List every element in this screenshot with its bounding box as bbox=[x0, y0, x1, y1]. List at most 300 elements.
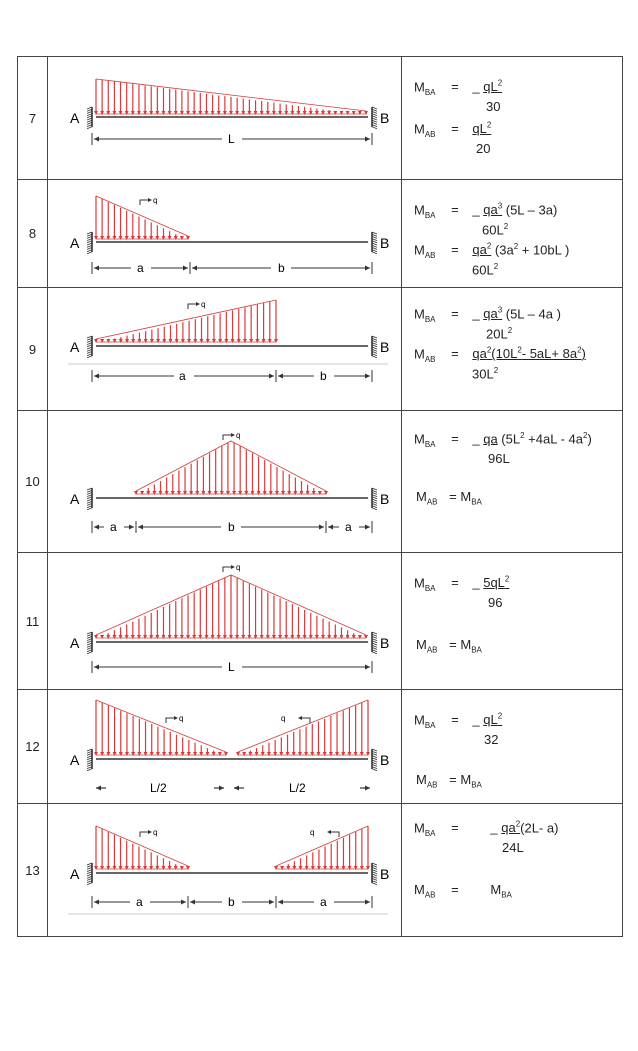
mba-numerator: $qa^2$ bbox=[501, 820, 521, 836]
fixed-support-right bbox=[372, 107, 377, 129]
fixed-support-right bbox=[372, 336, 377, 358]
dimension-arrowhead bbox=[94, 266, 99, 271]
dimension-label: L bbox=[228, 132, 235, 146]
load-arrowhead bbox=[113, 752, 117, 756]
load-arrowhead bbox=[364, 111, 368, 115]
q-arrowhead bbox=[231, 433, 235, 437]
dimension-line bbox=[92, 370, 372, 382]
load-arrowhead bbox=[198, 635, 202, 639]
load-arrowhead bbox=[180, 866, 184, 870]
load-arrowhead bbox=[309, 111, 313, 115]
mba-numerator: $qL^2$ bbox=[483, 712, 503, 728]
load-arrowhead bbox=[329, 752, 333, 756]
mab-numerator: $qa^2$ bbox=[472, 242, 492, 258]
dimension-arrowhead bbox=[269, 374, 274, 379]
q-arrowhead bbox=[298, 716, 302, 720]
support-hatch bbox=[87, 252, 92, 254]
row-number: 7 bbox=[18, 57, 48, 180]
load-intensity-marker bbox=[140, 198, 152, 205]
load-arrowhead bbox=[94, 111, 98, 115]
load-arrowhead bbox=[193, 752, 197, 756]
q-arrowhead bbox=[148, 830, 152, 834]
load-arrowhead bbox=[217, 111, 221, 115]
load-arrowhead bbox=[137, 111, 141, 115]
mba-denominator: $20L^2$ bbox=[486, 326, 513, 342]
load-arrowhead bbox=[278, 635, 282, 639]
load-arrowhead bbox=[321, 635, 325, 639]
load-arrowhead bbox=[223, 635, 227, 639]
dimension-label: a bbox=[137, 261, 144, 275]
dimension-arrowhead bbox=[365, 137, 370, 142]
load-arrowhead bbox=[354, 866, 358, 870]
mba-numerator: $5qL^2$ bbox=[483, 575, 510, 591]
fixed-support-right bbox=[372, 632, 377, 654]
row-number: 11 bbox=[18, 553, 48, 690]
load-intensity-marker bbox=[140, 830, 152, 837]
dimension-arrowhead bbox=[269, 900, 274, 905]
beam-figure bbox=[48, 690, 401, 803]
load-arrowhead bbox=[155, 866, 159, 870]
load-arrowhead bbox=[199, 752, 203, 756]
distributed-load bbox=[94, 575, 368, 639]
q-arrowhead bbox=[148, 198, 152, 202]
load-arrowhead bbox=[335, 866, 339, 870]
load-arrowhead bbox=[106, 111, 110, 115]
dimension-arrowhead bbox=[365, 374, 370, 379]
fixed-support-left bbox=[87, 632, 92, 654]
mab-line: $M_{AB} = qL^2$ bbox=[414, 121, 492, 139]
load-intensity-label: q bbox=[236, 431, 241, 440]
mba-denominator: 96 bbox=[488, 595, 503, 610]
dimension-arrowhead bbox=[278, 374, 283, 379]
dimension-line bbox=[92, 262, 372, 274]
support-label-b: B bbox=[380, 866, 390, 882]
load-arrowhead bbox=[180, 635, 184, 639]
mba-line: $M_{BA}$ = _ $qa^3$ (5L – 4a ) bbox=[414, 306, 561, 324]
load-arrowhead bbox=[272, 635, 276, 639]
mba-line: $M_{BA}$ = _ $5qL^2$ bbox=[414, 575, 510, 593]
beam-diagram bbox=[48, 411, 402, 553]
support-hatch bbox=[372, 127, 377, 129]
load-arrowhead bbox=[186, 866, 190, 870]
load-arrowhead bbox=[242, 752, 246, 756]
load-arrowhead bbox=[266, 111, 270, 115]
load-envelope bbox=[96, 300, 276, 339]
row-number: 8 bbox=[18, 180, 48, 288]
load-arrowhead bbox=[304, 752, 308, 756]
load-arrowhead bbox=[106, 866, 110, 870]
load-arrowhead bbox=[323, 752, 327, 756]
dimension-label: L/2 bbox=[150, 781, 167, 795]
fixed-support-right bbox=[372, 232, 377, 254]
load-arrowhead bbox=[168, 111, 172, 115]
load-arrowhead bbox=[149, 111, 153, 115]
load-arrowhead bbox=[292, 866, 296, 870]
load-arrowhead bbox=[310, 752, 314, 756]
load-arrowhead bbox=[162, 752, 166, 756]
load-arrowhead bbox=[286, 752, 290, 756]
dimension-label: b bbox=[320, 369, 327, 383]
fixed-support-left bbox=[87, 488, 92, 510]
beam-diagram bbox=[48, 690, 402, 804]
load-arrowhead bbox=[339, 111, 343, 115]
load-arrowhead bbox=[218, 752, 222, 756]
load-intensity-label: q bbox=[201, 300, 206, 309]
beam-figure bbox=[48, 553, 401, 689]
load-arrowhead bbox=[278, 111, 282, 115]
moment-formulas bbox=[402, 804, 623, 937]
load-arrowhead bbox=[125, 635, 129, 639]
load-arrowhead bbox=[224, 752, 228, 756]
load-arrowhead bbox=[352, 111, 356, 115]
load-arrowhead bbox=[112, 635, 116, 639]
dimension-arrowhead bbox=[278, 900, 283, 905]
load-arrowhead bbox=[298, 752, 302, 756]
load-arrowhead bbox=[125, 752, 129, 756]
load-arrowhead bbox=[149, 866, 153, 870]
support-label-b: B bbox=[380, 339, 390, 355]
mab-line: $M_{AB} = qa^2(10L^2-$ $5aL+ 8a^2$) bbox=[414, 346, 586, 364]
mba-denominator: 32 bbox=[484, 732, 499, 747]
beam-diagram bbox=[48, 553, 402, 690]
load-envelope bbox=[96, 196, 188, 236]
load-arrowhead bbox=[235, 111, 239, 115]
load-arrowhead bbox=[186, 635, 190, 639]
support-hatch bbox=[372, 769, 377, 771]
load-arrowhead bbox=[112, 111, 116, 115]
load-arrowhead bbox=[161, 866, 165, 870]
load-arrowhead bbox=[229, 111, 233, 115]
load-intensity-marker bbox=[298, 716, 310, 723]
mab-line: $M_{AB} = M_{BA}$ bbox=[416, 637, 482, 655]
support-hatch bbox=[372, 508, 377, 510]
mba-line: $M_{BA}$ = _ qa $(5L^2 +4aL - 4a^2)$ bbox=[414, 431, 592, 449]
load-arrowhead bbox=[236, 752, 240, 756]
load-arrowhead bbox=[348, 866, 352, 870]
load-arrowhead bbox=[254, 635, 258, 639]
load-arrowhead bbox=[143, 635, 147, 639]
load-arrowhead bbox=[260, 111, 264, 115]
load-arrowhead bbox=[341, 752, 345, 756]
load-arrowhead bbox=[358, 111, 362, 115]
support-hatch bbox=[372, 252, 377, 254]
support-label-b: B bbox=[380, 752, 390, 768]
load-arrowhead bbox=[358, 635, 362, 639]
load-arrowhead bbox=[100, 866, 104, 870]
load-arrowhead bbox=[168, 752, 172, 756]
load-arrowhead bbox=[150, 752, 154, 756]
support-label-a: A bbox=[70, 491, 80, 507]
load-arrowhead bbox=[297, 635, 301, 639]
load-arrowhead bbox=[94, 866, 98, 870]
fixed-support-left bbox=[87, 336, 92, 358]
dimension-arrowhead bbox=[328, 525, 333, 530]
dimension-label: a bbox=[179, 369, 186, 383]
load-intensity-marker bbox=[223, 433, 235, 440]
dimension-arrowhead bbox=[94, 374, 99, 379]
mba-numerator: qa bbox=[483, 431, 498, 447]
row-number: 10 bbox=[18, 411, 48, 553]
load-intensity-label: q bbox=[179, 714, 184, 723]
load-arrowhead bbox=[329, 866, 333, 870]
dimension-arrowhead bbox=[94, 525, 99, 530]
load-arrowhead bbox=[274, 866, 278, 870]
dimension-label: L bbox=[228, 660, 235, 674]
distributed-load bbox=[94, 300, 278, 343]
load-arrowhead bbox=[149, 635, 153, 639]
load-arrowhead bbox=[119, 866, 123, 870]
dimension-arrowhead bbox=[219, 786, 224, 791]
fixed-support-right bbox=[372, 863, 377, 885]
load-arrowhead bbox=[347, 752, 351, 756]
load-envelope bbox=[276, 826, 368, 866]
load-arrowhead bbox=[354, 752, 358, 756]
load-envelope bbox=[136, 441, 326, 491]
load-envelope bbox=[96, 700, 226, 752]
support-label-a: A bbox=[70, 866, 80, 882]
load-arrowhead bbox=[339, 635, 343, 639]
load-arrowhead bbox=[317, 866, 321, 870]
load-arrowhead bbox=[327, 111, 331, 115]
support-label-b: B bbox=[380, 110, 390, 126]
support-hatch bbox=[372, 883, 377, 885]
load-arrowhead bbox=[205, 752, 209, 756]
load-arrowhead bbox=[290, 111, 294, 115]
load-arrowhead bbox=[364, 635, 368, 639]
support-hatch bbox=[372, 652, 377, 654]
load-arrowhead bbox=[106, 752, 110, 756]
load-arrowhead bbox=[299, 866, 303, 870]
load-arrowhead bbox=[131, 752, 135, 756]
load-intensity-label: q bbox=[236, 563, 241, 572]
table-row bbox=[18, 180, 623, 288]
mba-denominator: 30 bbox=[486, 99, 501, 114]
load-arrowhead bbox=[131, 866, 135, 870]
table-row bbox=[18, 553, 623, 690]
support-hatch bbox=[87, 883, 92, 885]
q-arrowhead bbox=[327, 830, 331, 834]
support-hatch bbox=[87, 356, 92, 358]
support-label-a: A bbox=[70, 635, 80, 651]
dimension-arrows bbox=[96, 786, 370, 791]
load-arrowhead bbox=[272, 111, 276, 115]
load-intensity-marker bbox=[188, 302, 200, 309]
support-label-b: B bbox=[380, 635, 390, 651]
mab-line: $M_{AB} = M_{BA}$ bbox=[416, 772, 482, 790]
mba-denominator: 24L bbox=[502, 840, 524, 855]
distributed-load bbox=[94, 79, 368, 115]
load-arrowhead bbox=[266, 635, 270, 639]
fixed-support-left bbox=[87, 863, 92, 885]
load-arrowhead bbox=[323, 866, 327, 870]
mab-line: $M_{AB} = qa^2$ ($3a^2 + 10bL$ ) bbox=[414, 242, 570, 260]
load-arrowhead bbox=[346, 635, 350, 639]
dimension-arrowhead bbox=[94, 137, 99, 142]
mab-numerator: $qa^2(10L^2-$ $5aL+ 8a^2$) bbox=[472, 346, 586, 362]
dimension-arrowhead bbox=[365, 786, 370, 791]
load-arrowhead bbox=[162, 635, 166, 639]
beam-figure bbox=[48, 288, 401, 410]
support-label-a: A bbox=[70, 110, 80, 126]
moment-formulas bbox=[402, 411, 623, 553]
load-arrowhead bbox=[156, 752, 160, 756]
dimension-arrowhead bbox=[181, 900, 186, 905]
load-arrowhead bbox=[174, 866, 178, 870]
dimension-arrowhead bbox=[192, 266, 197, 271]
load-arrowhead bbox=[248, 752, 252, 756]
load-arrowhead bbox=[204, 635, 208, 639]
load-arrowhead bbox=[100, 111, 104, 115]
mab-numerator: $qL^2$ bbox=[472, 121, 492, 137]
row-number: 13 bbox=[18, 804, 48, 937]
mab-denominator: $30L^2$ bbox=[472, 366, 499, 382]
table-row bbox=[18, 288, 623, 411]
mba-denominator: 96L bbox=[488, 451, 510, 466]
support-hatch bbox=[87, 508, 92, 510]
distributed-load bbox=[134, 441, 328, 495]
load-arrowhead bbox=[192, 635, 196, 639]
load-arrowhead bbox=[267, 752, 271, 756]
load-arrowhead bbox=[112, 866, 116, 870]
fixed-support-right bbox=[372, 749, 377, 771]
load-arrowhead bbox=[174, 752, 178, 756]
distributed-load bbox=[274, 826, 370, 870]
mba-line: $M_{BA}$ = _ $qa^2(2L-$ a) bbox=[414, 820, 559, 838]
fixed-end-moment-table bbox=[17, 56, 623, 937]
load-intensity-label: q bbox=[310, 828, 315, 837]
support-hatch bbox=[87, 127, 92, 129]
moment-formulas bbox=[402, 553, 623, 690]
dimension-arrowhead bbox=[94, 665, 99, 670]
support-hatch bbox=[372, 356, 377, 358]
load-arrowhead bbox=[119, 635, 123, 639]
load-arrowhead bbox=[303, 111, 307, 115]
load-arrowhead bbox=[168, 866, 172, 870]
fixed-support-left bbox=[87, 107, 92, 129]
load-arrowhead bbox=[168, 635, 172, 639]
load-intensity-marker bbox=[166, 716, 178, 723]
load-arrowhead bbox=[125, 866, 129, 870]
load-arrowhead bbox=[305, 866, 309, 870]
load-arrowhead bbox=[137, 866, 141, 870]
load-arrowhead bbox=[255, 752, 259, 756]
mab-denominator: $60L^2$ bbox=[472, 262, 499, 278]
support-label-a: A bbox=[70, 235, 80, 251]
beam-diagram bbox=[48, 180, 402, 288]
load-arrowhead bbox=[315, 111, 319, 115]
load-envelope bbox=[238, 700, 368, 752]
dimension-label: b bbox=[228, 895, 235, 909]
load-arrowhead bbox=[290, 635, 294, 639]
load-arrowhead bbox=[192, 111, 196, 115]
distributed-load bbox=[94, 196, 190, 240]
mba-numerator: $qa^3$ bbox=[483, 202, 503, 218]
load-arrowhead bbox=[303, 635, 307, 639]
moment-formulas bbox=[402, 180, 623, 288]
dimension-label: a bbox=[345, 520, 352, 534]
mba-line: $M_{BA}$ = _ $qL^2$ bbox=[414, 79, 503, 97]
fixed-support-left bbox=[87, 749, 92, 771]
load-arrowhead bbox=[309, 635, 313, 639]
dimension-arrowhead bbox=[365, 665, 370, 670]
support-label-b: B bbox=[380, 491, 390, 507]
dimension-arrowhead bbox=[319, 525, 324, 530]
load-arrowhead bbox=[180, 111, 184, 115]
load-arrowhead bbox=[119, 752, 123, 756]
load-arrowhead bbox=[321, 111, 325, 115]
load-arrowhead bbox=[131, 635, 135, 639]
dimension-arrowhead bbox=[183, 266, 188, 271]
dimension-arrowhead bbox=[138, 525, 143, 530]
distributed-load bbox=[94, 700, 228, 756]
load-arrowhead bbox=[229, 635, 233, 639]
mab-line: $M_{AB} = M_{BA}$ bbox=[414, 882, 512, 900]
load-arrowhead bbox=[143, 111, 147, 115]
dimension-label: a bbox=[320, 895, 327, 909]
load-arrowhead bbox=[223, 111, 227, 115]
load-arrowhead bbox=[187, 752, 191, 756]
beam-diagram bbox=[48, 57, 402, 180]
load-arrowhead bbox=[333, 635, 337, 639]
load-arrowhead bbox=[366, 866, 370, 870]
load-arrowhead bbox=[204, 111, 208, 115]
load-arrowhead bbox=[94, 635, 98, 639]
load-arrowhead bbox=[297, 111, 301, 115]
load-arrowhead bbox=[327, 635, 331, 639]
load-arrowhead bbox=[125, 111, 129, 115]
load-arrowhead bbox=[261, 752, 265, 756]
load-arrowhead bbox=[241, 635, 245, 639]
beam-figure bbox=[48, 411, 401, 552]
q-arrowhead bbox=[174, 716, 178, 720]
row-number: 9 bbox=[18, 288, 48, 411]
beam-figure bbox=[48, 57, 401, 179]
support-hatch bbox=[87, 769, 92, 771]
dimension-label: b bbox=[278, 261, 285, 275]
load-arrowhead bbox=[211, 635, 215, 639]
beam-figure bbox=[48, 180, 401, 287]
dimension-arrowhead bbox=[365, 525, 370, 530]
load-arrowhead bbox=[162, 111, 166, 115]
dimension-arrowhead bbox=[94, 900, 99, 905]
row-number: 12 bbox=[18, 690, 48, 804]
dimension-arrowhead bbox=[365, 900, 370, 905]
dimension-arrowhead bbox=[234, 786, 239, 791]
load-arrowhead bbox=[212, 752, 216, 756]
load-arrowhead bbox=[346, 111, 350, 115]
dimension-label: L/2 bbox=[289, 781, 306, 795]
mba-numerator: $qL^2$ bbox=[483, 79, 503, 95]
load-intensity-label: q bbox=[153, 828, 158, 837]
mab-denominator: 20 bbox=[476, 141, 491, 156]
load-arrowhead bbox=[155, 635, 159, 639]
dimension-label: b bbox=[228, 520, 235, 534]
support-label-a: A bbox=[70, 339, 80, 355]
mab-line: $M_{AB} = M_{BA}$ bbox=[416, 489, 482, 507]
moment-formulas bbox=[402, 690, 623, 804]
load-arrowhead bbox=[174, 635, 178, 639]
load-arrowhead bbox=[286, 866, 290, 870]
beam-diagram bbox=[48, 288, 402, 411]
load-arrowhead bbox=[280, 866, 284, 870]
beam-diagram bbox=[48, 804, 402, 937]
support-label-a: A bbox=[70, 752, 80, 768]
load-arrowhead bbox=[144, 752, 148, 756]
mba-line: $M_{BA}$ = _ $qa^3$ (5L – 3a) bbox=[414, 202, 558, 220]
load-arrowhead bbox=[100, 635, 104, 639]
q-arrowhead bbox=[196, 302, 200, 306]
dimension-arrowhead bbox=[365, 266, 370, 271]
